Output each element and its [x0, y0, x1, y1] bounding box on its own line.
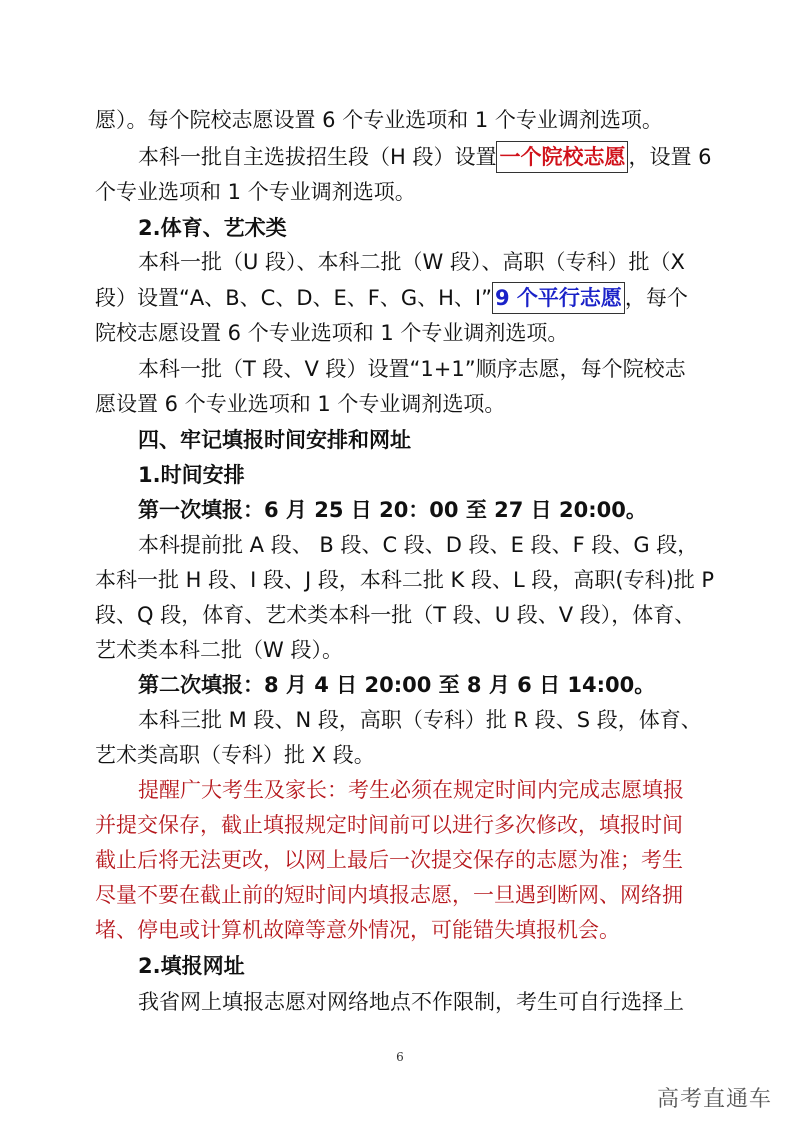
section-heading: 2.填报网址	[138, 954, 245, 978]
paragraph-line: 个专业选项和 1 个专业调剂选项。	[95, 180, 416, 204]
highlight-one-college-choice: 一个院校志愿	[496, 141, 628, 173]
warning-line: 尽量不要在截止前的短时间内填报志愿，一旦遇到断网、网络拥	[95, 883, 683, 907]
highlight-nine-parallel-choices: 9 个平行志愿	[492, 282, 625, 314]
paragraph-line: 本科一批 H 段、I 段、J 段，本科二批 K 段、L 段，高职(专科)批 P	[95, 568, 715, 592]
page-number: 6	[396, 1050, 404, 1064]
schedule-second-round: 第二次填报：8 月 4 日 20:00 至 8 月 6 日 14:00。	[138, 673, 656, 697]
text-run: ，每个	[624, 286, 688, 310]
text-run: 本科一批自主选拔招生段（H 段）设置	[138, 145, 497, 169]
text-run: ，设置 6	[628, 145, 712, 169]
watermark: 高考直通车	[656, 1087, 772, 1112]
paragraph-line	[138, 140, 715, 174]
warning-line: 并提交保存，截止填报规定时间前可以进行多次修改，填报时间	[95, 813, 683, 837]
paragraph-line: 院校志愿设置 6 个专业选项和 1 个专业调剂选项。	[95, 321, 569, 345]
paragraph-line	[95, 281, 715, 315]
paragraph-line: 段、Q 段，体育、艺术类本科一批（T 段、U 段、V 段），体育、	[95, 603, 696, 627]
section-heading: 2.体育、艺术类	[138, 216, 287, 240]
paragraph-line: 本科三批 M 段、N 段，高职（专科）批 R 段、S 段，体育、	[138, 708, 702, 732]
paragraph-line: 艺术类本科二批（W 段）。	[95, 638, 343, 662]
warning-line: 提醒广大考生及家长：考生必须在规定时间内完成志愿填报	[138, 778, 684, 802]
section-heading: 四、牢记填报时间安排和网址	[138, 428, 411, 452]
warning-line: 截止后将无法更改，以网上最后一次提交保存的志愿为准；考生	[95, 848, 683, 872]
paragraph-line: 本科提前批 A 段、 B 段、C 段、D 段、E 段、F 段、G 段，	[138, 533, 699, 557]
paragraph-line: 本科一批（U 段）、本科二批（W 段）、高职（专科）批（X	[138, 250, 685, 274]
text-run: 段）设置“A、B、C、D、E、F、G、H、I”	[95, 286, 492, 310]
paragraph-line: 艺术类高职（专科）批 X 段。	[95, 743, 375, 767]
paragraph-line: 愿）。每个院校志愿设置 6 个专业选项和 1 个专业调剂选项。	[95, 108, 663, 132]
paragraph-line: 我省网上填报志愿对网络地点不作限制，考生可自行选择上	[138, 990, 684, 1014]
schedule-first-round: 第一次填报：6 月 25 日 20：00 至 27 日 20:00。	[138, 498, 647, 522]
warning-line: 堵、停电或计算机故障等意外情况，可能错失填报机会。	[95, 918, 620, 942]
paragraph-line: 愿设置 6 个专业选项和 1 个专业调剂选项。	[95, 392, 506, 416]
paragraph-line: 本科一批（T 段、V 段）设置“1+1”顺序志愿，每个院校志	[138, 357, 686, 381]
section-heading: 1.时间安排	[138, 463, 245, 487]
